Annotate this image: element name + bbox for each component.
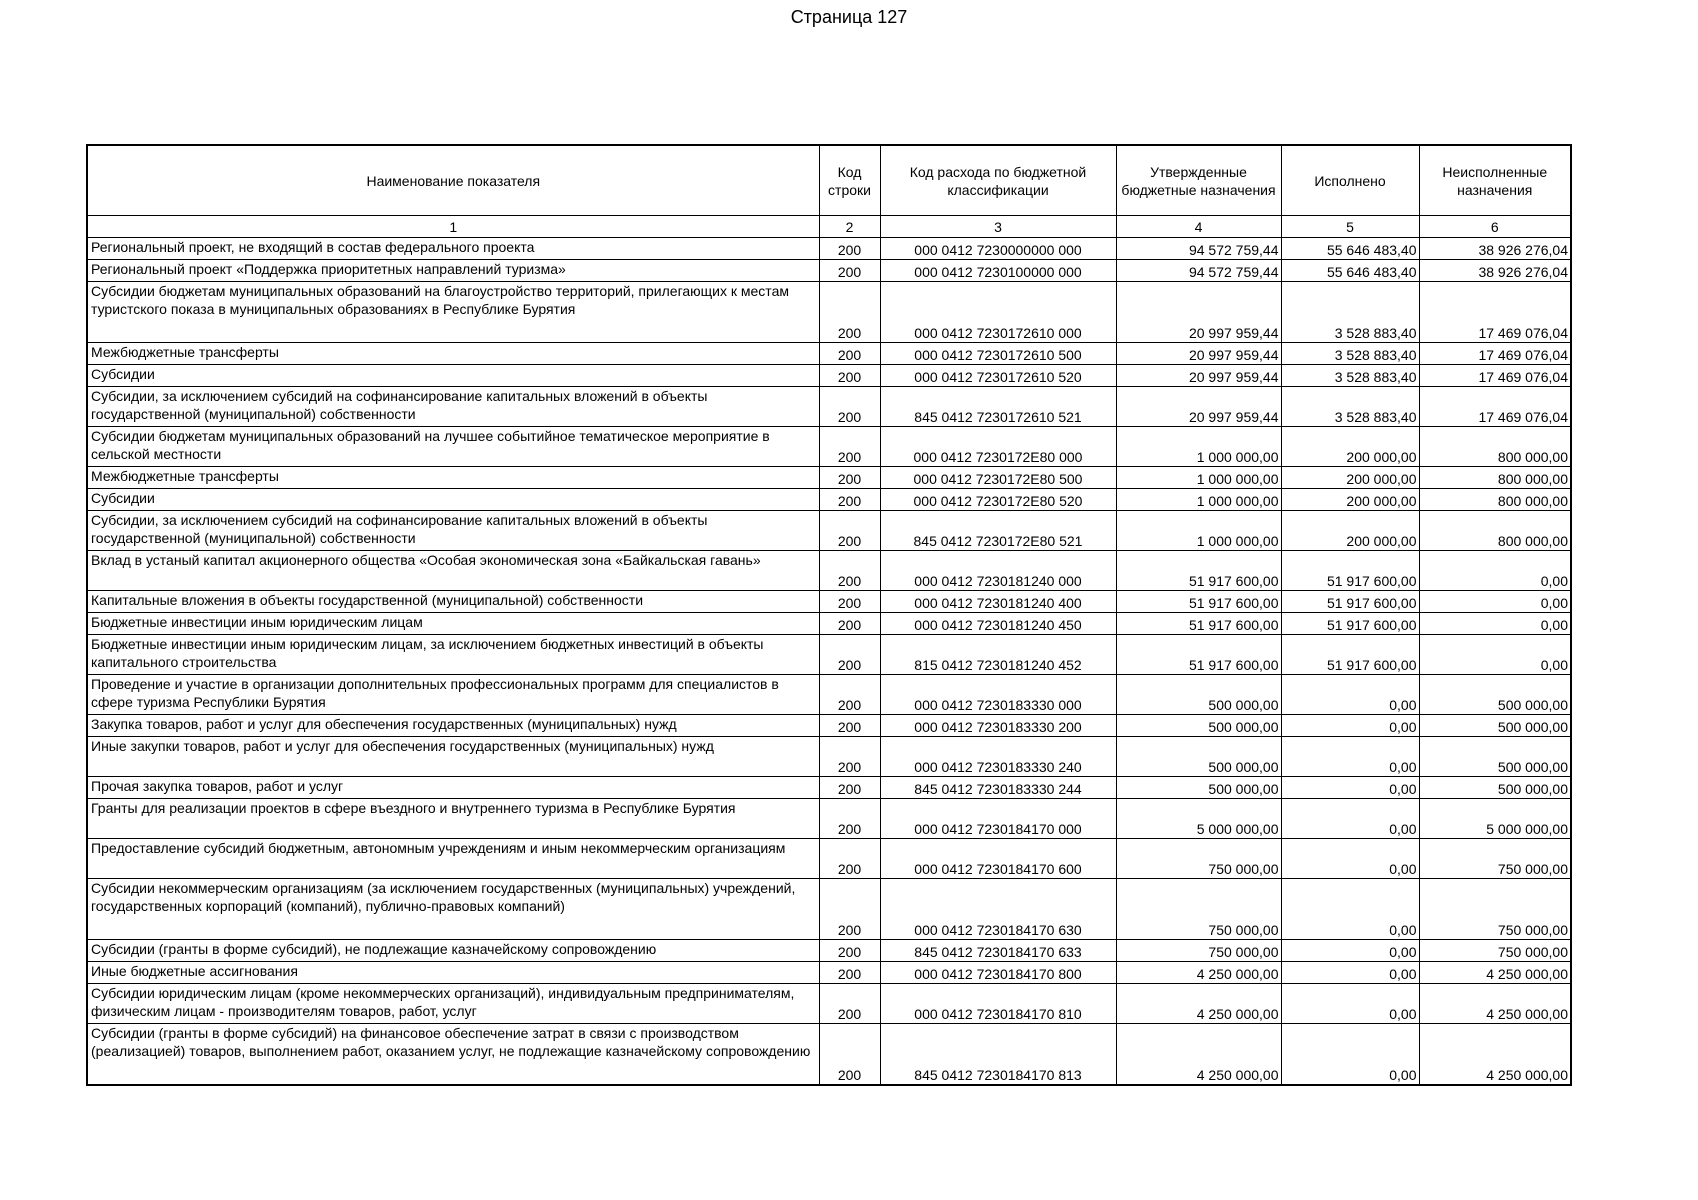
row-executed: 0,00 — [1281, 777, 1419, 799]
row-executed: 200 000,00 — [1281, 489, 1419, 511]
row-unexecuted: 4 250 000,00 — [1419, 962, 1571, 984]
header-approved: Утвержденные бюджетные назначения — [1116, 145, 1281, 216]
row-budget-code: 845 0412 7230172E80 521 — [880, 511, 1116, 551]
row-name: Субсидии бюджетам муниципальных образований на благоустройство территорий, прилегающих к местам туристского показа в муниципальных образованиях в Республике Бурятия — [87, 282, 819, 343]
row-executed: 0,00 — [1281, 1024, 1419, 1086]
table-row — [87, 238, 1571, 260]
row-approved: 500 000,00 — [1116, 737, 1281, 777]
row-budget-code: 000 0412 7230000000 000 — [880, 238, 1116, 260]
table-row — [87, 675, 1571, 715]
row-name: Субсидии (гранты в форме субсидий) на финансовое обеспечение затрат в связи с производством (реализацией) товаров, выполнением работ, оказанием услуг, не подлежащие казначейскому сопровождению — [87, 1024, 819, 1086]
row-line-code: 200 — [819, 551, 880, 591]
table-row — [87, 591, 1571, 613]
row-line-code: 200 — [819, 613, 880, 635]
row-unexecuted: 750 000,00 — [1419, 879, 1571, 940]
row-line-code: 200 — [819, 387, 880, 427]
row-budget-code: 000 0412 7230172E80 000 — [880, 427, 1116, 467]
row-line-code: 200 — [819, 1024, 880, 1086]
row-unexecuted: 500 000,00 — [1419, 675, 1571, 715]
row-line-code: 200 — [819, 737, 880, 777]
row-unexecuted: 0,00 — [1419, 551, 1571, 591]
row-unexecuted: 800 000,00 — [1419, 427, 1571, 467]
row-line-code: 200 — [819, 467, 880, 489]
column-number: 2 — [819, 216, 880, 238]
row-unexecuted: 800 000,00 — [1419, 489, 1571, 511]
row-budget-code: 000 0412 7230184170 800 — [880, 962, 1116, 984]
row-name: Межбюджетные трансферты — [87, 343, 819, 365]
row-name: Субсидии — [87, 365, 819, 387]
row-executed: 0,00 — [1281, 940, 1419, 962]
row-name: Субсидии бюджетам муниципальных образований на лучшее событийное тематическое мероприятие в сельской местности — [87, 427, 819, 467]
row-budget-code: 845 0412 7230184170 813 — [880, 1024, 1116, 1086]
row-budget-code: 000 0412 7230184170 600 — [880, 839, 1116, 879]
row-budget-code: 000 0412 7230183330 000 — [880, 675, 1116, 715]
row-budget-code: 000 0412 7230183330 240 — [880, 737, 1116, 777]
row-name: Субсидии юридическим лицам (кроме некоммерческих организаций), индивидуальным предпринимателям, физическим лицам - производителям товаров, работ, услуг — [87, 984, 819, 1024]
row-approved: 4 250 000,00 — [1116, 962, 1281, 984]
row-unexecuted: 17 469 076,04 — [1419, 365, 1571, 387]
row-executed: 0,00 — [1281, 984, 1419, 1024]
row-budget-code: 845 0412 7230183330 244 — [880, 777, 1116, 799]
row-unexecuted: 750 000,00 — [1419, 940, 1571, 962]
row-approved: 51 917 600,00 — [1116, 551, 1281, 591]
row-line-code: 200 — [819, 940, 880, 962]
row-line-code: 200 — [819, 238, 880, 260]
row-budget-code: 845 0412 7230172610 521 — [880, 387, 1116, 427]
table-row — [87, 365, 1571, 387]
row-unexecuted: 17 469 076,04 — [1419, 282, 1571, 343]
row-unexecuted: 800 000,00 — [1419, 467, 1571, 489]
column-number: 4 — [1116, 216, 1281, 238]
row-line-code: 200 — [819, 427, 880, 467]
row-unexecuted: 500 000,00 — [1419, 737, 1571, 777]
table-row — [87, 343, 1571, 365]
row-line-code: 200 — [819, 343, 880, 365]
row-name: Гранты для реализации проектов в сфере въездного и внутреннего туризма в Республике Бурятия — [87, 799, 819, 839]
row-name: Иные закупки товаров, работ и услуг для обеспечения государственных (муниципальных) нужд — [87, 737, 819, 777]
row-approved: 750 000,00 — [1116, 879, 1281, 940]
row-budget-code: 000 0412 7230184170 630 — [880, 879, 1116, 940]
row-approved: 1 000 000,00 — [1116, 511, 1281, 551]
budget-report-table — [86, 144, 1572, 1086]
row-line-code: 200 — [819, 675, 880, 715]
row-line-code: 200 — [819, 984, 880, 1024]
row-name: Региональный проект «Поддержка приоритетных направлений туризма» — [87, 260, 819, 282]
row-name: Капитальные вложения в объекты государственной (муниципальной) собственности — [87, 591, 819, 613]
table-row — [87, 635, 1571, 675]
row-approved: 1 000 000,00 — [1116, 489, 1281, 511]
row-unexecuted: 0,00 — [1419, 591, 1571, 613]
row-executed: 0,00 — [1281, 962, 1419, 984]
table-row — [87, 879, 1571, 940]
row-approved: 51 917 600,00 — [1116, 635, 1281, 675]
row-unexecuted: 500 000,00 — [1419, 715, 1571, 737]
page-title: Страница 127 — [790, 7, 908, 27]
row-executed: 0,00 — [1281, 839, 1419, 879]
row-budget-code: 000 0412 7230181240 400 — [880, 591, 1116, 613]
row-executed: 200 000,00 — [1281, 467, 1419, 489]
row-unexecuted: 800 000,00 — [1419, 511, 1571, 551]
row-executed: 3 528 883,40 — [1281, 343, 1419, 365]
row-approved: 94 572 759,44 — [1116, 260, 1281, 282]
row-name: Субсидии, за исключением субсидий на софинансирование капитальных вложений в объекты государственной (муниципальной) собственности — [87, 511, 819, 551]
row-name: Региональный проект, не входящий в состав федерального проекта — [87, 238, 819, 260]
row-executed: 51 917 600,00 — [1281, 635, 1419, 675]
row-approved: 20 997 959,44 — [1116, 365, 1281, 387]
column-number: 3 — [880, 216, 1116, 238]
row-budget-code: 000 0412 7230100000 000 — [880, 260, 1116, 282]
table-row — [87, 489, 1571, 511]
row-approved: 500 000,00 — [1116, 777, 1281, 799]
row-unexecuted: 0,00 — [1419, 613, 1571, 635]
row-approved: 4 250 000,00 — [1116, 1024, 1281, 1086]
table-row — [87, 799, 1571, 839]
header-unexecuted: Неисполненные назначения — [1419, 145, 1571, 216]
row-executed: 51 917 600,00 — [1281, 613, 1419, 635]
row-unexecuted: 5 000 000,00 — [1419, 799, 1571, 839]
table-row — [87, 551, 1571, 591]
header-line-code: Код строки — [819, 145, 880, 216]
row-line-code: 200 — [819, 365, 880, 387]
row-approved: 500 000,00 — [1116, 715, 1281, 737]
row-name: Закупка товаров, работ и услуг для обеспечения государственных (муниципальных) нужд — [87, 715, 819, 737]
row-name: Прочая закупка товаров, работ и услуг — [87, 777, 819, 799]
row-approved: 4 250 000,00 — [1116, 984, 1281, 1024]
row-line-code: 200 — [819, 282, 880, 343]
row-executed: 55 646 483,40 — [1281, 260, 1419, 282]
row-unexecuted: 500 000,00 — [1419, 777, 1571, 799]
row-budget-code: 000 0412 7230172610 520 — [880, 365, 1116, 387]
row-unexecuted: 17 469 076,04 — [1419, 387, 1571, 427]
row-line-code: 200 — [819, 260, 880, 282]
table-row — [87, 962, 1571, 984]
row-line-code: 200 — [819, 799, 880, 839]
row-name: Проведение и участие в организации дополнительных профессиональных программ для специалистов в сфере туризма Республики Бурятия — [87, 675, 819, 715]
row-unexecuted: 4 250 000,00 — [1419, 984, 1571, 1024]
row-budget-code: 000 0412 7230172E80 500 — [880, 467, 1116, 489]
header-executed: Исполнено — [1281, 145, 1419, 216]
row-executed: 200 000,00 — [1281, 427, 1419, 467]
row-approved: 51 917 600,00 — [1116, 613, 1281, 635]
row-budget-code: 000 0412 7230183330 200 — [880, 715, 1116, 737]
row-executed: 0,00 — [1281, 715, 1419, 737]
row-budget-code: 000 0412 7230172610 000 — [880, 282, 1116, 343]
row-unexecuted: 38 926 276,04 — [1419, 260, 1571, 282]
row-name: Иные бюджетные ассигнования — [87, 962, 819, 984]
table-row — [87, 839, 1571, 879]
row-budget-code: 000 0412 7230172E80 520 — [880, 489, 1116, 511]
row-approved: 94 572 759,44 — [1116, 238, 1281, 260]
row-line-code: 200 — [819, 635, 880, 675]
column-number: 5 — [1281, 216, 1419, 238]
row-line-code: 200 — [819, 591, 880, 613]
row-line-code: 200 — [819, 962, 880, 984]
row-budget-code: 000 0412 7230181240 450 — [880, 613, 1116, 635]
row-unexecuted: 17 469 076,04 — [1419, 343, 1571, 365]
table-row — [87, 777, 1571, 799]
row-name: Вклад в устаный капитал акционерного общества «Особая экономическая зона «Байкальская гавань» — [87, 551, 819, 591]
row-approved: 750 000,00 — [1116, 839, 1281, 879]
row-executed: 3 528 883,40 — [1281, 387, 1419, 427]
row-line-code: 200 — [819, 715, 880, 737]
row-budget-code: 000 0412 7230181240 000 — [880, 551, 1116, 591]
row-name: Межбюджетные трансферты — [87, 467, 819, 489]
row-approved: 500 000,00 — [1116, 675, 1281, 715]
row-executed: 55 646 483,40 — [1281, 238, 1419, 260]
row-approved: 1 000 000,00 — [1116, 427, 1281, 467]
row-unexecuted: 38 926 276,04 — [1419, 238, 1571, 260]
row-budget-code: 000 0412 7230172610 500 — [880, 343, 1116, 365]
table-row — [87, 467, 1571, 489]
row-budget-code: 000 0412 7230184170 810 — [880, 984, 1116, 1024]
table-row — [87, 1024, 1571, 1086]
table-row — [87, 511, 1571, 551]
table-row — [87, 260, 1571, 282]
row-approved: 20 997 959,44 — [1116, 387, 1281, 427]
row-approved: 5 000 000,00 — [1116, 799, 1281, 839]
row-executed: 3 528 883,40 — [1281, 365, 1419, 387]
row-name: Субсидии, за исключением субсидий на софинансирование капитальных вложений в объекты государственной (муниципальной) собственности — [87, 387, 819, 427]
row-name: Субсидии — [87, 489, 819, 511]
row-executed: 51 917 600,00 — [1281, 551, 1419, 591]
row-line-code: 200 — [819, 839, 880, 879]
row-unexecuted: 750 000,00 — [1419, 839, 1571, 879]
table-row — [87, 940, 1571, 962]
row-budget-code: 815 0412 7230181240 452 — [880, 635, 1116, 675]
row-executed: 200 000,00 — [1281, 511, 1419, 551]
row-approved: 20 997 959,44 — [1116, 282, 1281, 343]
column-number: 1 — [87, 216, 819, 238]
row-executed: 0,00 — [1281, 799, 1419, 839]
row-approved: 20 997 959,44 — [1116, 343, 1281, 365]
row-line-code: 200 — [819, 777, 880, 799]
header-row — [87, 145, 1571, 216]
row-unexecuted: 0,00 — [1419, 635, 1571, 675]
table-row — [87, 737, 1571, 777]
header-budget-code: Код расхода по бюджетной классификации — [880, 145, 1116, 216]
row-executed: 0,00 — [1281, 879, 1419, 940]
row-name: Предоставление субсидий бюджетным, автономным учреждениям и иным некоммерческим организациям — [87, 839, 819, 879]
row-budget-code: 000 0412 7230184170 000 — [880, 799, 1116, 839]
table-body — [87, 238, 1571, 1086]
row-executed: 51 917 600,00 — [1281, 591, 1419, 613]
column-number-row — [87, 216, 1571, 238]
row-approved: 51 917 600,00 — [1116, 591, 1281, 613]
column-number: 6 — [1419, 216, 1571, 238]
row-executed: 0,00 — [1281, 675, 1419, 715]
table-row — [87, 715, 1571, 737]
row-approved: 1 000 000,00 — [1116, 467, 1281, 489]
row-line-code: 200 — [819, 879, 880, 940]
row-executed: 0,00 — [1281, 737, 1419, 777]
row-approved: 750 000,00 — [1116, 940, 1281, 962]
row-name: Субсидии (гранты в форме субсидий), не подлежащие казначейскому сопровождению — [87, 940, 819, 962]
row-budget-code: 845 0412 7230184170 633 — [880, 940, 1116, 962]
row-name: Бюджетные инвестиции иным юридическим лицам, за исключением бюджетных инвестиций в объекты капитального строительства — [87, 635, 819, 675]
row-unexecuted: 4 250 000,00 — [1419, 1024, 1571, 1086]
row-name: Бюджетные инвестиции иным юридическим лицам — [87, 613, 819, 635]
row-line-code: 200 — [819, 489, 880, 511]
table-row — [87, 427, 1571, 467]
table-row — [87, 282, 1571, 343]
header-name: Наименование показателя — [87, 145, 819, 216]
row-line-code: 200 — [819, 511, 880, 551]
row-name: Субсидии некоммерческим организациям (за исключением государственных (муниципальных) учреждений, государственных корпораций (компаний), публично-правовых компаний) — [87, 879, 819, 940]
table-row — [87, 387, 1571, 427]
row-executed: 3 528 883,40 — [1281, 282, 1419, 343]
table-row — [87, 613, 1571, 635]
table-row — [87, 984, 1571, 1024]
